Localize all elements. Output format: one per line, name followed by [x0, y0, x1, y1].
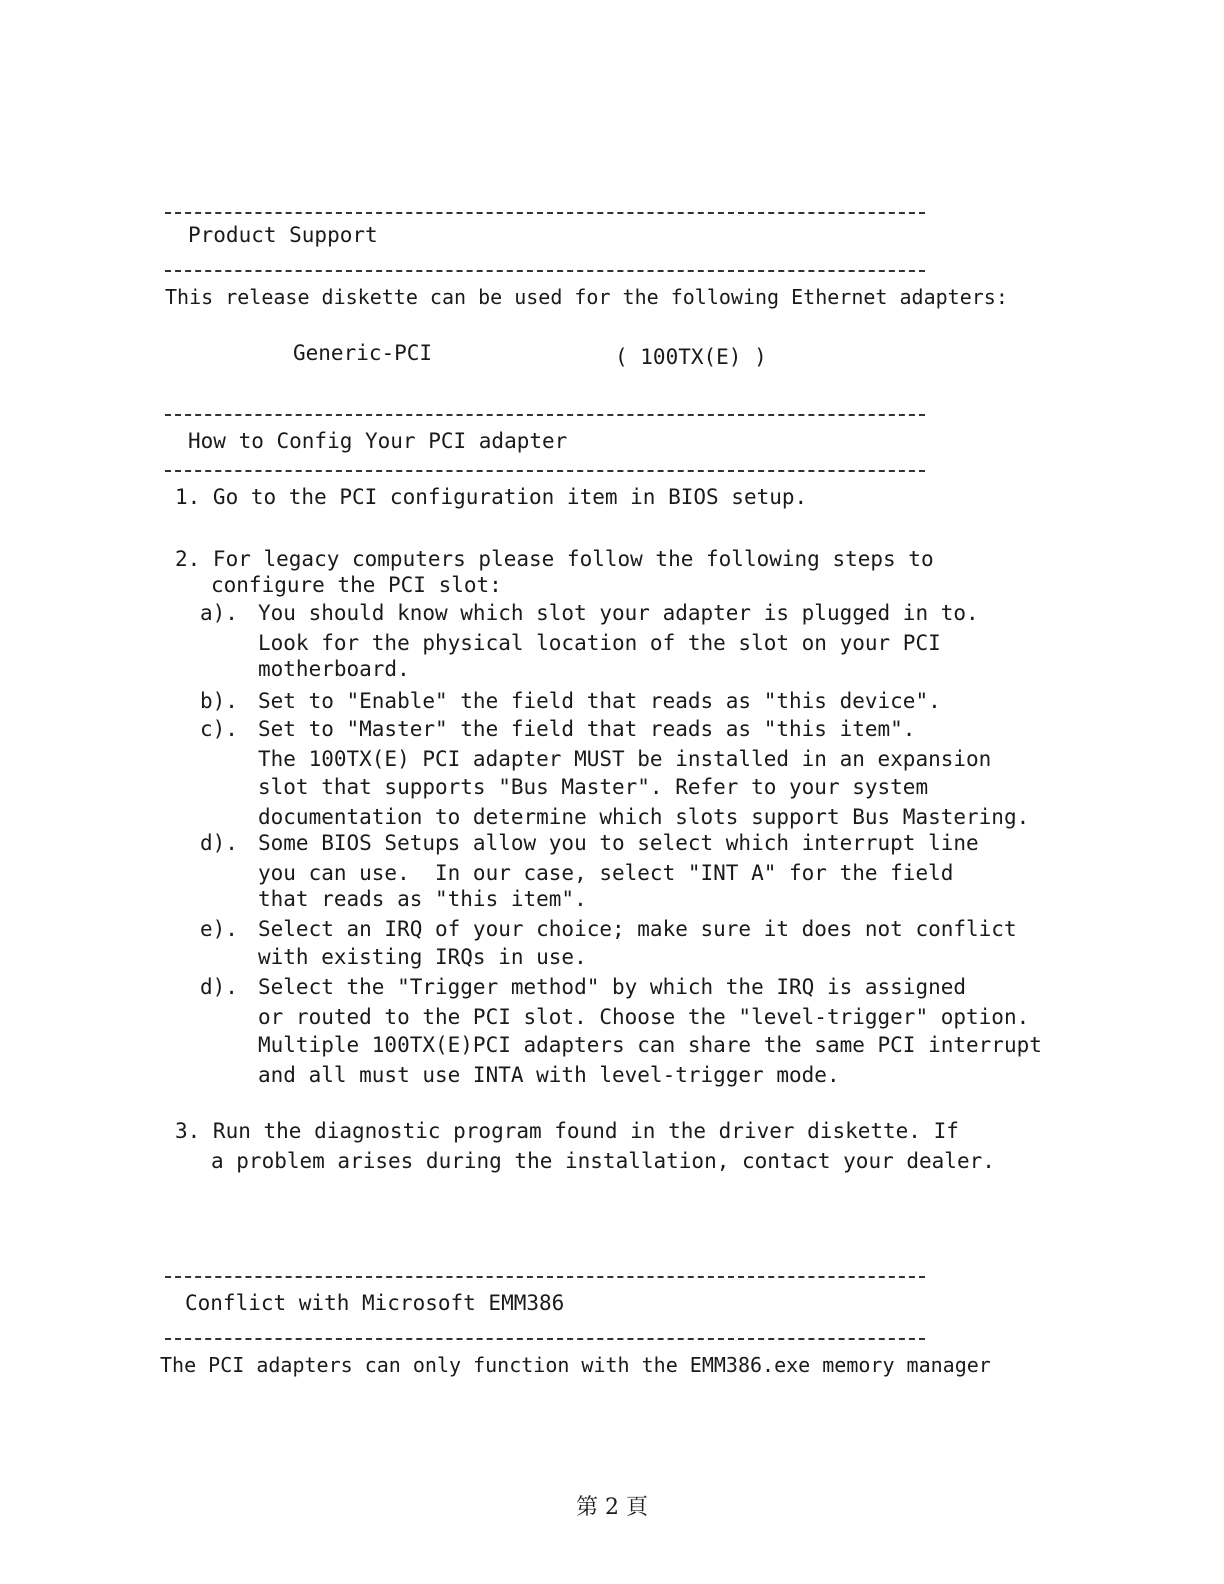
adapter-name: Generic-PCI — [293, 341, 433, 365]
divider — [165, 1276, 925, 1278]
sub-item-label-c: c). — [200, 717, 238, 741]
divider — [165, 270, 925, 272]
sub-item-a-line-1: You should know which slot your adapter is plugged in to. — [258, 601, 979, 625]
step-2-line-1: 2. For legacy computers please follow the following steps to — [175, 547, 934, 571]
conflict-body: The PCI adapters can only function with the EMM386.exe memory manager — [160, 1353, 991, 1377]
section-title-conflict: Conflict with Microsoft EMM386 — [185, 1291, 565, 1315]
section-title-config: How to Config Your PCI adapter — [188, 429, 568, 453]
sub-item-c-line-4: documentation to determine which slots support Bus Mastering. — [258, 805, 1030, 829]
sub-item-d-line-2: you can use. In our case, select "INT A" for the field — [258, 861, 954, 885]
sub-item-label-a: a). — [200, 601, 238, 625]
sub-item-d2-line-3: Multiple 100TX(E)PCI adapters can share the same PCI interrupt — [258, 1033, 1042, 1057]
sub-item-d2-line-1: Select the "Trigger method" by which the IRQ is assigned — [258, 975, 967, 999]
sub-item-d2-line-4: and all must use INTA with level-trigger mode. — [258, 1063, 840, 1087]
sub-item-label-b: b). — [200, 689, 238, 713]
divider — [165, 414, 925, 416]
divider — [165, 470, 925, 472]
sub-item-c-line-1: Set to "Master" the field that reads as "this item". — [258, 717, 916, 741]
divider — [165, 212, 925, 214]
sub-item-a-line-3: motherboard. — [258, 657, 410, 681]
sub-item-c-line-3: slot that supports "Bus Master". Refer to your system — [258, 775, 929, 799]
step-1: 1. Go to the PCI configuration item in BIOS setup. — [175, 485, 808, 509]
sub-item-d-line-3: that reads as "this item". — [258, 887, 587, 911]
step-3-line-2: a problem arises during the installation, contact your dealer. — [211, 1149, 995, 1173]
sub-item-label-d2: d). — [200, 975, 238, 999]
product-support-intro: This release diskette can be used for the following Ethernet adapters: — [165, 285, 1008, 309]
page-number: 第 2 頁 — [576, 1495, 648, 1520]
sub-item-d2-line-2: or routed to the PCI slot. Choose the "level-trigger" option. — [258, 1005, 1030, 1029]
sub-item-label-d: d). — [200, 831, 238, 855]
step-3-line-1: 3. Run the diagnostic program found in the driver diskette. If — [175, 1119, 959, 1143]
sub-item-a-line-2: Look for the physical location of the slot on your PCI — [258, 631, 941, 655]
sub-item-e-line-2: with existing IRQs in use. — [258, 945, 587, 969]
divider — [165, 1338, 925, 1340]
adapter-model: ( 100TX(E) ) — [615, 345, 767, 369]
sub-item-e-line-1: Select an IRQ of your choice; make sure it does not conflict — [258, 917, 1017, 941]
step-2-line-2: configure the PCI slot: — [211, 573, 502, 597]
sub-item-b-line-1: Set to "Enable" the field that reads as "this device". — [258, 689, 941, 713]
sub-item-d-line-1: Some BIOS Setups allow you to select which interrupt line — [258, 831, 979, 855]
sub-item-c-line-2: The 100TX(E) PCI adapter MUST be installed in an expansion — [258, 747, 992, 771]
sub-item-label-e: e). — [200, 917, 238, 941]
section-title-product-support: Product Support — [188, 223, 378, 247]
